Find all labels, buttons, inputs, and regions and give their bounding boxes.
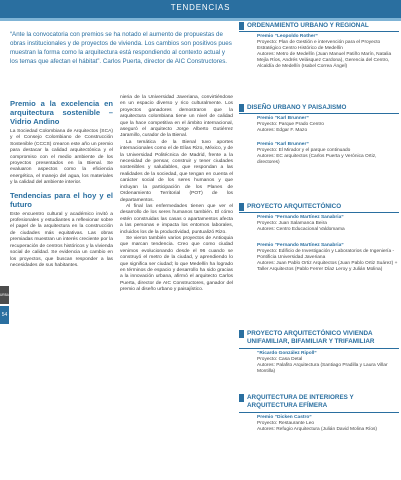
category-rule [239,113,399,114]
entry-line: Autores: Centro Educacional Valdomama [257,227,345,232]
category-rule [239,212,399,213]
premio-name: Premio “Karl Brunner” [257,142,309,147]
entry-line: Autores: Palafito Arquitectura (Santiago Pradilla y Laura Villar Montilla) [257,363,388,374]
category-name: DISEÑO URBANO Y PAISAJISMO [247,104,347,111]
entry-line: Autores: Juan Pablo Ortiz Arquitectos (Juan Pablo Ortiz Suárez) + Taller Arquitectos (Pablo Ferrer Díaz Leroy y Julián Molina) [257,261,398,272]
entry-line: Autores: EC arquitectos (Carlos Puerta y Verónica Ortiz, directores) [257,154,377,165]
header-ribbon [0,18,401,21]
entry-line: Proyecto: Juan Salamanca Beira [257,221,327,226]
award-entry [257,142,399,166]
category-rule [239,348,399,349]
category-rule [239,412,399,413]
paragraph: Al final las enfermedades tienen que ver el desarrollo de los seres humanos también. El cómo estén construidas las casas o apartamentos afecta a las personas e impacta los entornos laborales, incluidos los de la productividad, puntualizó Rizo. [120,203,233,235]
entry-line: Proyecto: Casa Detal [257,357,303,362]
entry-line: Proyecto: Parque Prado Centro [257,122,324,127]
premio-name: Premio “Leopoldo Rother” [257,34,318,39]
premio-name: Premio “Fernando Martínez Sanabria” [257,215,344,220]
entry-line: Autores: Edgar F. Mazo [257,128,308,133]
side-tab [0,286,20,332]
premio-name: “Ricardo González Ripoll” [257,351,317,356]
award-entry [257,351,399,375]
entry-line: Proyecto: Restaurante Leo [257,421,315,426]
category-marker-icon [239,22,244,30]
section-label-box [0,286,20,304]
page-number: 54 [1,312,8,318]
category-rule [239,31,399,32]
paragraph: La Sociedad Colombiana de Arquitectos (SCA) y el Consejo Colombiano de Construcción Sostenible (CCCS) crearon este año un premio para destacar la calidad arquitectónica y el compromiso con el medio ambiente de los proyectos presentados en la Bienal. Se evaluaron aspectos como la eficiencia energética, el manejo del agua, los materiales y la calidad del ambiente interior. [10,129,113,186]
category-name: ARQUITECTURA DE INTERIORES Y ARQUITECTURA EFÍMERA [247,394,354,409]
subheading-premio-excelencia: Premio a la excelencia en arquitectura sostenible – Vidrio Andino [10,99,113,126]
paragraph: nieria de la Universidad Javeriana, convirtiéndose en un espacio diverso y rico culturalmente. Los proyectos ganadores demostraron que la arquitectura colombiana tiene un nivel de calidad que la hace competitiva en el ámbito internacional, aseguró el arquitecto Jorge Alberto Gutiérrez Jaramillo, curador de la Bienal. [120,95,233,139]
award-entry [257,116,399,134]
award-entry [257,215,399,233]
award-entry [257,34,399,70]
paragraph: La temática de la Bienal tuvo aportes internacionales como el de Elías Rizo, México, y de la Universidad Politécnica de Madrid, frente a la necesidad de pensar, construir y tener ciudades sostenibles y saludables, que respondan a las realidades de la sociedad, que tengan en cuenta el carácter social de los seres humanos y que incluyan la participación de los Planes de Ordenamiento Territorial (POT) de los departamentos. [120,139,233,203]
category-name: ORDENAMIENTO URBANO Y REGIONAL [247,22,369,29]
category-marker-icon [239,203,244,211]
category-name: PROYECTO ARQUITECTÓNICO VIVIENDA UNIFAMILIAR, BIFAMILIAR Y TRIFAMILIAR [247,330,375,345]
page-number-box [0,306,9,324]
entry-line: Autores: Refugio Arquitectura (Julián David Molina Ríos) [257,427,377,432]
section-label: URBANISMO [0,293,20,297]
category-marker-icon [239,394,244,402]
category-marker-icon [239,330,244,338]
category-marker-icon [239,104,244,112]
award-entry [257,415,399,433]
paragraph: Se vieron también varios proyectos de Antioquia que marcan tendencia. Creo que como ciudad venimos evolucionando desde el 96 cuando se construyó el metro de la ciudad, y aprendiendo lo que significa ser ciudad; lo que Medellín ha logrado en términos de espacio y desarrollo ha sido gracias a la innovación urbana, afirmó el arquitecto Carlos Puerta, director de AIC Constructores, ganador del premio al diseño urbano y paisajístico. [120,235,233,293]
entry-line: Proyecto: El Mirador y el parque continuado [257,148,351,153]
article-column-2 [120,95,233,294]
premio-name: Premio “Fernando Martínez Sanabria” [257,243,344,248]
section-title: TENDENCIAS [170,3,231,12]
entry-line: Autores: Metro de Medellín (Juan Manuel Patiño Marín, Natalia Mejía Ríos, Andrés Velásquez Cardona), Gerencia del Centro, Alcaldía de Medellín (Isabel Correa Ángel) [257,52,392,69]
article-column-1 [10,95,113,269]
paragraph: Este encuentro cultural y académico invitó a profesionales y estudiantes a reflexionar sobre el papel de la arquitectura en la construcción de ciudades más equitativas. Las obras premiadas muestran un interés creciente por la recuperación de centros históricos y la vivienda social de calidad. Se evidencia un cambio en los proyectos, que buscan responder a las necesidades de sus habitantes. [10,211,113,268]
pull-quote: “Ante la convocatoria con premios se ha notado el aumento de propuestas de obras institucionales y de proyectos de vivienda. Los cambios son positivos pues muestran la forma como la arquitectura está respondiendo al contexto actual y los temas que afectan el hábitat”. Carlos Puerta, director de AIC Constructores. [10,31,232,65]
premio-name: Premio “Dicken Castro” [257,415,312,420]
section-header [0,0,401,18]
entry-line: Proyecto: Edificio de Investigación y Laboratorios de Ingeniería - Pontificia Universidad Javeriana [257,249,395,260]
subheading-tendencias: Tendencias para el hoy y el futuro [10,190,113,209]
award-entry [257,243,399,273]
premio-name: Premio “Karl Brunner” [257,116,309,121]
category-name: PROYECTO ARQUITECTÓNICO [247,203,342,210]
entry-line: Proyecto: Plan de Gestión e intervención para el Proyecto Estratégico Centro Histórico de Medellín [257,40,381,51]
